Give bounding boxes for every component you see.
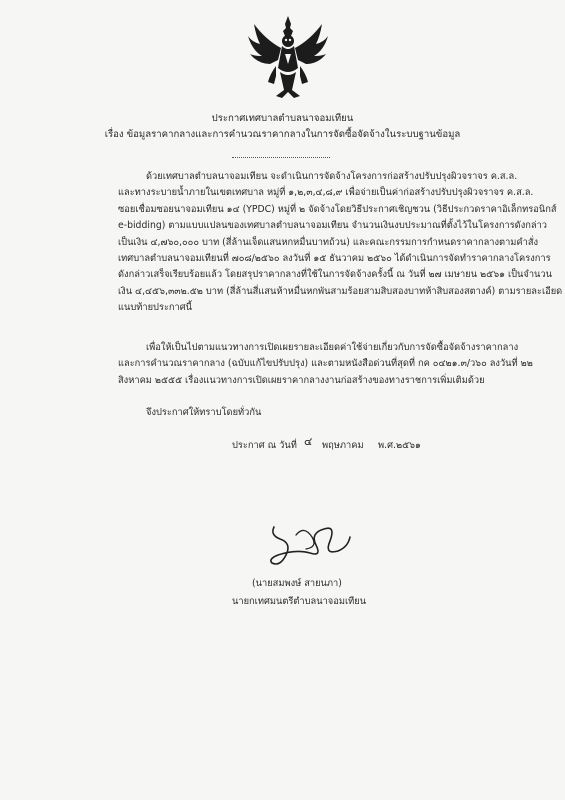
signatory-position: นายกเทศมนตรีตำบลนาจอมเทียน [232,596,367,607]
paragraph-line: และทางระบายน้ำภายในเขตเทศบาล หมู่ที่ ๑,๒,๓,๔,๘,๙ เพื่อจ่ายเป็นค่าก่อสร้างปรับปรุงผิวจราจร ค.ส.ล. [118,187,534,199]
garuda-emblem-icon [246,14,330,100]
paragraph-line: และการคำนวณราคากลาง (ฉบับแก้ไขปรับปรุง) และตามหนังสือด่วนที่สุดที่ กค ๐๔๒๑.๓/ว๖๐ ลงวันที่ ๒๒ [118,358,533,370]
header-divider [232,157,330,158]
paragraph-line: ซอยเชื่อมซอยนาจอมเทียน ๑๔ (YPDC) หมู่ที่ ๒ จัดจ้างโดยวิธีประกาศเชิญชวน (วิธีประกวดราคาอิเล็กทรอนิกส์ [118,203,557,215]
handwritten-signature [266,515,356,571]
paragraph-2 [118,340,533,389]
signatory-name: (นายสมพงษ์ สายนภา) [252,578,342,589]
paragraph-line: สิงหาคม ๒๕๕๕ เรื่องแนวทางการเปิดเผยราคากลางงานก่อสร้างของทางราชการเพิ่มเติมด้วย [118,374,485,386]
office-title: ประกาศเทศบาลตำบลนาจอมเทียน [211,113,354,124]
paragraph-line: เงิน ๔,๔๕๖,๓๓๒.๕๒ บาท (สี่ล้านสี่แสนห้าหมื่นหกพันสามร้อยสามสิบสองบาทห้าสิบสองสตางค์) ตามรายละเอียด [118,285,563,297]
paragraph-line: ด้วยเทศบาลตำบลนาจอมเทียน จะดำเนินการจัดจ้างโครงการก่อสร้างปรับปรุงผิวจราจร ค.ส.ล. [146,171,518,182]
dateline-prefix: ประกาศ ณ วันที่ [232,440,297,451]
dateline-month: พฤษภาคม [322,440,364,451]
closing-statement: จึงประกาศให้ทราบโดยทั่วกัน [146,407,262,418]
paragraph-line: เทศบาลตำบลนาจอมเทียนที่ ๗๐๘/๒๕๖๐ ลงวันที่ ๑๕ ธันวาคม ๒๕๖๐ ได้ดำเนินการจัดทำราคากลางโครงการ [118,253,551,265]
dateline-day: ๔ [304,435,313,448]
paragraph-line: เพื่อให้เป็นไปตามแนวทางการเปิดเผยรายละเอียดค่าใช้จ่ายเกี่ยวกับการจัดซื้อจัดจ้างราคากลาง [146,342,519,353]
paragraph-line: เป็นเงิน ๔,๗๖๐,๐๐๐ บาท (สี่ล้านเจ็ดแสนหกหมื่นบาทถ้วน) และคณะกรรมการกำหนดราคากลางตามคำสั่ง [118,236,539,248]
subject-line: เรื่อง ข้อมูลราคากลางและการคำนวณราคากลางในการจัดซื้อจัดจ้างในระบบฐานข้อมูล [104,129,461,140]
paragraph-line: e-bidding) ตามแบบแปลนของเทศบาลตำบลนาจอมเทียน จำนวนเงินงบประมาณที่ตั้งไว้ในโครงการดังกล่าว [118,220,548,232]
dateline-year: พ.ศ.๒๕๖๑ [378,440,421,451]
paragraph-1 [118,169,563,317]
paragraph-line: แนบท้ายประกาศนี้ [118,302,193,314]
paragraph-line: ดังกล่าวเสร็จเรียบร้อยแล้ว โดยสรุปราคากลางที่ใช้ในการจัดจ้างครั้งนี้ ณ วันที่ ๒๗ เมษายน ๒๕๖๑ เป็นจำนวน [118,269,552,281]
